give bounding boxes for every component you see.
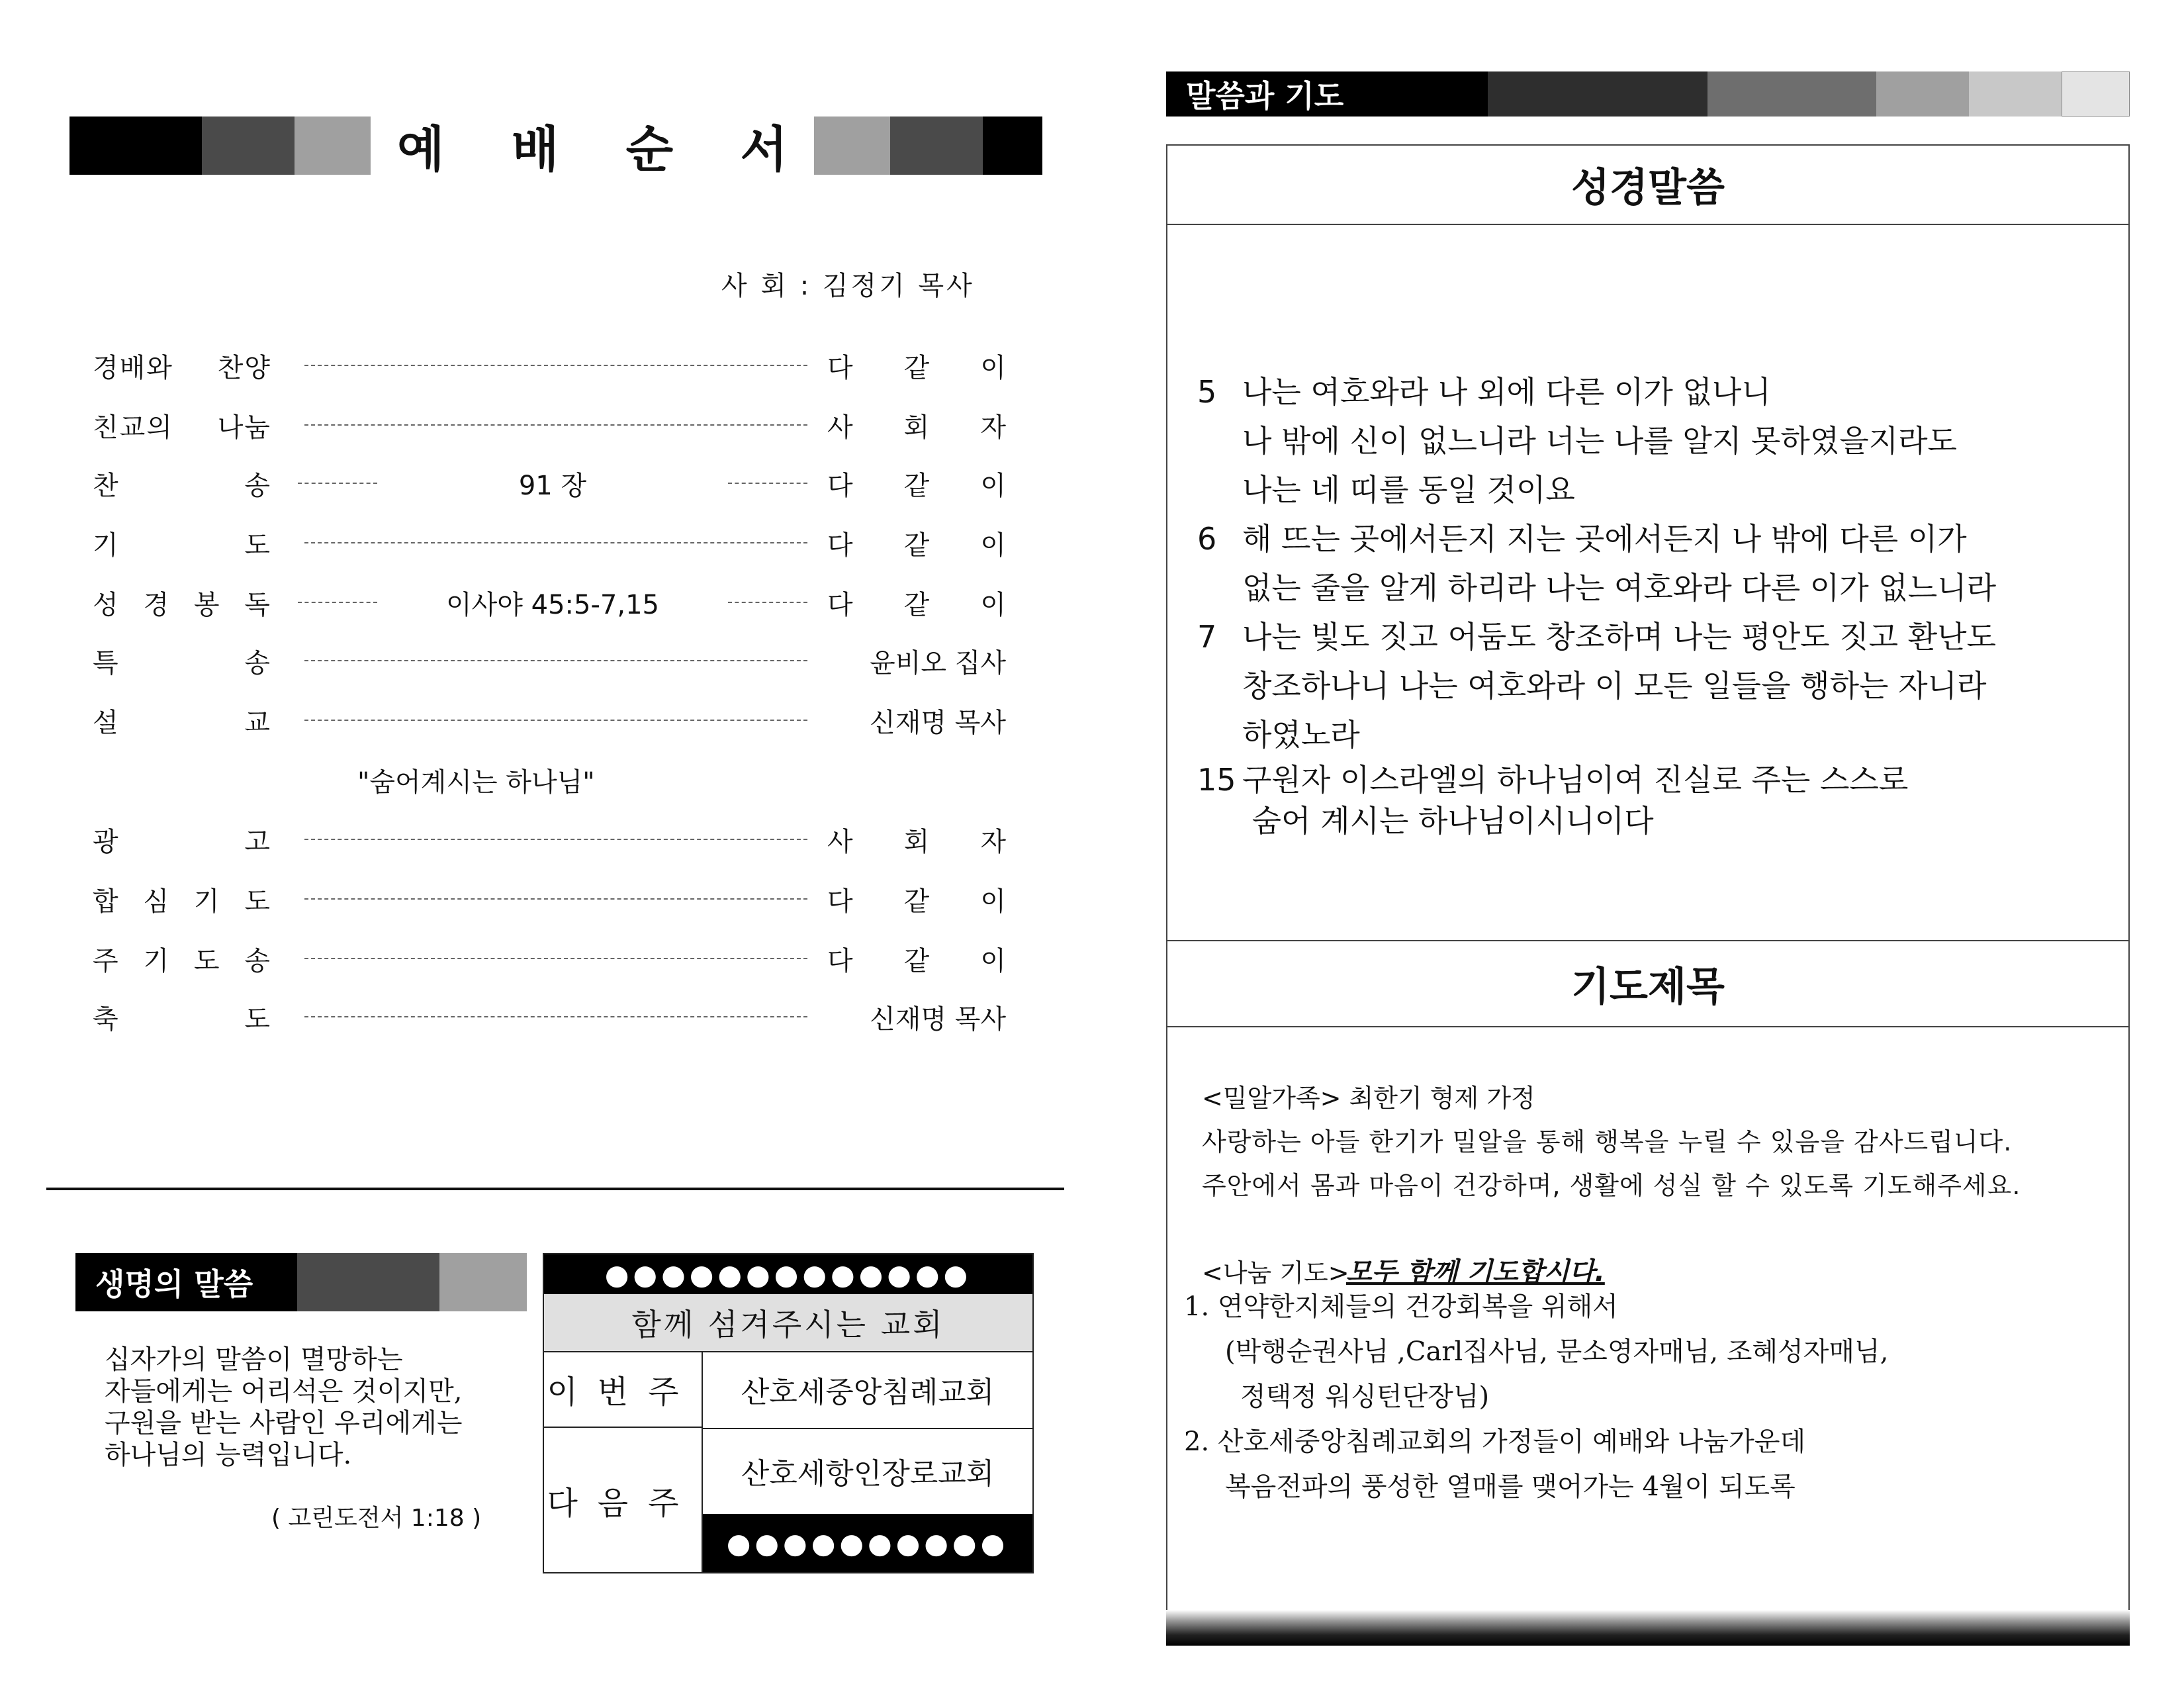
prayer-heading-rule-bottom [1167,1026,2128,1027]
worship-order-row [93,700,1006,740]
order-item-leader: 다 같 이 [827,470,1006,501]
life-word-text [105,1344,515,1471]
dotted-leader [304,720,807,721]
verse-line: 나는 네 띠를 동일 것이요 [1242,472,1575,508]
next-week-church: 산호세항인장로교회 [741,1457,995,1491]
bar-block-light [439,1253,527,1311]
header-block-black [69,117,202,175]
family-prayer-line: 사랑하는 아들 한기가 밀알을 통해 행복을 누릴 수 있음을 감사드립니다. [1202,1127,2013,1156]
header-block-dark [202,117,295,175]
life-word-heading: 생명의 말씀 [75,1253,297,1311]
order-item-leader: 신재명 목사 [870,1004,1006,1035]
verse-line: 15 구원자 이스라엘의 하나님이여 진실로 주는 스스로 [1197,759,1996,800]
title-char: 배 [511,121,559,178]
header-block-black [983,117,1042,175]
bar-block [1707,71,1876,117]
bar-block [2062,71,2130,117]
share-prayer-line: 2. 산호세중앙침례교회의 가정들이 예배와 나눔가운데 [1184,1427,1806,1457]
share-prayer-line: (박행순권사님 ,Carl집사님, 문소영자매님, 조혜성자매님, [1225,1336,1889,1367]
worship-order-row [93,820,1006,859]
share-prayer-call: 모두 함께 기도합시다. [1346,1257,1605,1288]
serving-churches-heading: 함께 섬겨주시는 교회 [544,1294,1032,1352]
life-word-line: 자들에게는 어리석은 것이지만, [105,1376,463,1407]
share-prayer-list [1184,1284,1888,1509]
order-item-leader: 다 같 이 [827,352,1006,383]
worship-order-row [93,879,1006,919]
word-and-prayer-frame [1166,144,2130,1640]
presider-line: 사 회 : 김정기 목사 [721,271,975,301]
worship-order-row [93,583,1006,622]
share-prayer-line: 복음전파의 풍성한 열매를 맺어가는 4월이 되도록 [1225,1472,1796,1502]
worship-order-title [371,117,814,178]
this-week-label: 이번주 [544,1351,703,1428]
order-item-label: 주 기 도 송 [93,945,271,976]
life-word-reference: ( 고린도전서 1:18 ) [271,1505,482,1532]
header-block-light [295,117,371,175]
dotted-leader [304,660,807,661]
worship-order-row [93,939,1006,978]
share-prayer-tag: <나눔 기도> [1202,1258,1349,1288]
verse-line: 5 나는 여호와라 나 외에 다른 이가 없나니 [1197,367,1996,416]
share-prayer-line: 정택정 워싱턴단장님) [1240,1382,1490,1412]
worship-order-row [93,463,1006,503]
life-word-line: 구원을 받는 사람인 우리에게는 [105,1408,463,1438]
worship-order-row [93,997,1006,1037]
family-prayer-line: 주안에서 몸과 마음이 건강하며, 생활에 성실 할 수 있도록 기도해주세요. [1202,1171,2021,1200]
dotted-leader [304,542,807,543]
verse-line: 숨어 계시는 하나님이시니이다 [1242,803,1654,839]
dotted-leader [304,424,807,426]
bar-block [1969,71,2062,117]
verse-number: 5 [1197,374,1217,410]
worship-order-row [93,523,1006,563]
order-item-label: 축 도 [93,1004,271,1035]
order-item-label: 성 경 봉 독 [93,589,271,620]
order-item-leader: 다 같 이 [827,530,1006,561]
bar-block [1876,71,1969,117]
next-week-label: 다음주 [544,1428,703,1572]
serving-churches-box [543,1253,1034,1573]
order-item-label: 친교의 나눔 [93,412,271,443]
verse-number: 7 [1197,619,1217,655]
verse-line: 6 해 뜨는 곳에서든지 지는 곳에서든지 나 밖에 다른 이가 [1197,514,1996,563]
order-item-leader: 사 회 자 [827,826,1006,857]
prayer-heading: 기도제목 [1571,964,1725,1010]
order-item-leader: 사 회 자 [827,412,1006,443]
order-item-leader: 다 같 이 [827,945,1006,976]
order-item-label: 설 교 [93,707,271,738]
life-word-line: 하나님의 능력입니다. [105,1440,352,1470]
life-word-line: 십자가의 말씀이 멸망하는 [105,1344,403,1375]
dotted-leader [304,898,807,900]
bar-block-dark [297,1253,439,1311]
order-item-label: 기 도 [93,530,271,561]
dotted-leader [304,365,807,366]
page-divider [46,1188,1064,1190]
order-item-label: 찬 송 [93,470,271,501]
verse-line: 없는 줄을 알게 하리라 나는 여호와라 다른 이가 없느니라 [1242,570,1997,606]
worship-order-row [93,405,1006,445]
order-item-label: 광 고 [93,826,271,857]
order-item-leader: 다 같 이 [827,589,1006,620]
sermon-title: "숨어계시는 하나님" [357,767,595,798]
share-prayer-line: 1. 연약한지체들의 건강회복을 위해서 [1184,1291,1618,1322]
order-item-label: 합 심 기 도 [93,886,271,917]
verse-number: 6 [1197,521,1217,557]
family-prayer-tag: <밀알가족> 최한기 형제 가정 [1202,1084,1535,1113]
word-and-prayer-label: 말씀과 기도 [1166,71,1488,117]
scripture-heading: 성경말씀 [1571,165,1725,211]
worship-order-header [69,117,1042,178]
dots-decoration-top: ●●●●●●●●●●●●● [544,1254,1032,1294]
dotted-leader [304,1016,807,1017]
order-item-leader: 윤비오 집사 [870,647,1006,679]
order-item-detail: 91 장 [298,465,807,502]
worship-order-row [93,641,1006,680]
this-week-church: 산호세중앙침례교회 [703,1351,1032,1429]
verse-line: 7 나는 빛도 짓고 어둠도 창조하며 나는 평안도 짓고 환난도 [1197,612,1996,661]
footer-gradient-bar [1166,1610,2130,1646]
worship-order-row [93,346,1006,385]
title-char: 서 [740,121,788,178]
word-and-prayer-bar [1166,71,2130,117]
order-item-label: 특 송 [93,647,271,679]
order-item-leader: 신재명 목사 [870,707,1006,738]
order-item-detail: 이사야 45:5-7,15 [298,584,807,622]
title-char: 순 [625,121,674,178]
header-block-light [814,117,890,175]
scripture-heading-rule [1167,224,2128,225]
order-item-leader: 다 같 이 [827,886,1006,917]
verse-line: 하였노라 [1242,717,1360,753]
title-char: 예 [397,121,445,178]
verse-line: 나 밖에 신이 없느니라 너는 나를 알지 못하였을지라도 [1242,423,1957,459]
life-word-bar [75,1253,527,1311]
verse-line: 창조하나니 나는 여호와라 이 모든 일들을 행하는 자니라 [1242,668,1987,704]
dotted-leader [304,839,807,840]
header-block-dark [890,117,983,175]
verse-number: 15 [1197,762,1236,798]
order-item-label: 경배와 찬양 [93,352,271,383]
bar-block [1488,71,1707,117]
dotted-leader [304,958,807,959]
scripture-verses [1197,367,1996,841]
dots-decoration-bottom: ●●●●●●●●●● [703,1514,1032,1572]
